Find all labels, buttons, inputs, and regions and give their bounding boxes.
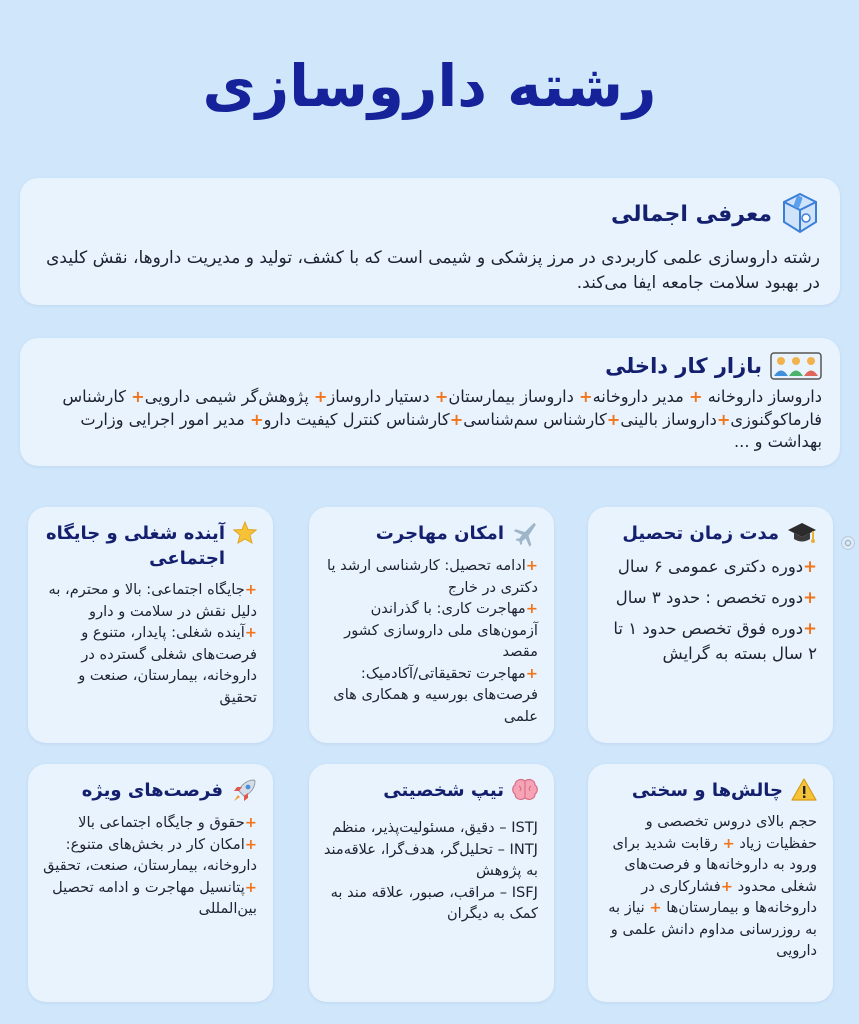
list-item: ISTJ – دقیق، مسئولیت‌پذیر، منظم (332, 819, 538, 836)
migration-card (309, 507, 554, 743)
market-header (36, 352, 822, 380)
personality-card (309, 764, 554, 1002)
migration-list (323, 555, 538, 727)
list-item: +دوره فوق تخصص حدود ۱ تا ۲ سال بسته به گرایش (613, 619, 817, 663)
market-card (20, 338, 840, 466)
challenges-card (588, 764, 833, 1002)
list-item: +آینده شغلی: پایدار، متنوع و فرصت‌های شغلی گسترده در داروخانه، بیمارستان، صنعت و تحقیق (78, 624, 257, 706)
list-item: +دوره دکتری عمومی ۶ سال (617, 557, 817, 576)
market-item: داروساز بالینی (620, 409, 717, 429)
carousel-indicator[interactable] (841, 536, 855, 550)
duration-list (602, 554, 817, 666)
list-item: +مهاجرت تحقیقاتی/آکادمیک: فرصت‌های بورسیه و همکاری های علمی (333, 664, 538, 725)
future-heading: آینده شغلی و جایگاه اجتماعی (45, 523, 225, 569)
people-group-icon (770, 352, 822, 380)
list-item: +جایگاه اجتماعی: بالا و محترم، به دلیل نقش در سلامت و دارو (48, 581, 257, 620)
future-card (28, 507, 273, 743)
market-item: پژوهش‌گر شیمی دارویی (144, 387, 309, 406)
market-item: داروساز داروخانه (707, 387, 822, 406)
challenge-item: حجم بالای دروس تخصصی و حفظیات زیاد (645, 813, 817, 852)
opportunities-card (28, 764, 273, 1002)
market-item: کارشناس سم‌شناسی (463, 409, 607, 429)
duration-card (588, 507, 833, 743)
future-list (42, 579, 257, 708)
duration-header (602, 521, 817, 546)
challenge-item: فشارکاری در داروخانه‌ها و بیمارستان‌ها (641, 877, 817, 916)
microscope-box-icon (780, 192, 820, 236)
intro-text: رشته داروسازی علمی کاربردی در مرز پزشکی و شیمی است که با کشف، تولید و مدیریت داروها، نقش کلیدی در بهبود سلامت جامعه ایفا می‌کند. (46, 248, 820, 293)
challenges-text: حجم بالای دروس تخصصی و حفظیات زیاد + رقابت شدید برای ورود به داروخانه‌ها و فرصت‌های شغلی محدود +فشارکاری در داروخانه‌ها و بیمارستان‌ها + نیاز به به روزرسانی مداوم دانش علمی و دارویی (608, 813, 817, 959)
challenges-heading: چالش‌ها و سختی (631, 780, 783, 801)
graduation-cap-icon (787, 521, 817, 545)
list-item: +مهاجرت کاری: با گذراندن آزمون‌های ملی داروسازی کشور مقصد (344, 600, 538, 660)
warning-icon (791, 778, 817, 802)
star-icon (233, 521, 257, 545)
intro-header (42, 192, 820, 236)
brain-icon (512, 778, 538, 802)
list-item: +ادامه تحصیل: کارشناسی ارشد یا دکتری در خارج (327, 557, 538, 596)
market-item: داروساز بیمارستان (448, 387, 574, 406)
list-item: +پتانسیل مهاجرت و ادامه تحصیل بین‌المللی (52, 878, 257, 917)
opportunities-header (42, 778, 257, 804)
airplane-icon (512, 521, 538, 547)
list-item: ISFJ – مراقب، صبور، علاقه مند به کمک به دیگران (330, 883, 538, 922)
list-item: +حقوق و جایگاه اجتماعی بالا (78, 814, 257, 831)
challenges-header (602, 778, 817, 803)
migration-header (323, 521, 538, 547)
list-item: +دوره تخصص : حدود ۳ سال (615, 588, 817, 607)
intro-card (20, 178, 840, 305)
list-item: INTJ – تحلیل‌گر، هدف‌گرا، علاقه‌مند به پژوهش (323, 840, 538, 879)
market-item: کارشناس کنترل کیفیت دارو (263, 409, 450, 429)
migration-heading: امکان مهاجرت (375, 523, 504, 544)
challenge-item: نیاز به به روزرسانی مداوم دانش علمی و دارویی (608, 899, 817, 959)
market-heading: بازار کار داخلی (605, 354, 762, 378)
market-item: مدیر امور اجرایی وزارت بهداشت و ... (80, 409, 822, 451)
market-item: کارشناس فارماکوگنوزی (62, 387, 822, 429)
page-title: رشته داروسازی (202, 52, 657, 120)
duration-heading: مدت زمان تحصیل (622, 523, 779, 544)
market-item: مدیر داروخانه (592, 387, 684, 406)
intro-heading: معرفی اجمالی (611, 201, 772, 227)
market-list: داروساز داروخانه + مدیر داروخانه+ داروساز بیمارستان+ دستیار داروساز+ پژوهش‌گر شیمی دارویی+ کارشناس فارماکوگنوزی+داروساز بالینی+کارشناس سم‌شناسی+کارشناس کنترل کیفیت دارو+ مدیر امور اجرایی وزارت بهداشت و ... (62, 387, 822, 451)
market-item: دستیار داروساز (327, 387, 430, 406)
personality-heading: تیپ شخصیتی (383, 780, 504, 801)
future-header (42, 521, 257, 571)
personality-list (323, 811, 538, 925)
opportunities-heading: فرصت‌های ویژه (81, 780, 223, 801)
challenge-item: رقابت شدید برای ورود به داروخانه‌ها و فرصت‌های شغلی محدود (612, 834, 817, 895)
rocket-icon (231, 778, 257, 804)
list-item: +امکان کار در بخش‌های متنوع: داروخانه، بیمارستان، صنعت، تحقیق (43, 835, 257, 874)
personality-header (323, 778, 538, 803)
opportunities-list (42, 812, 257, 920)
